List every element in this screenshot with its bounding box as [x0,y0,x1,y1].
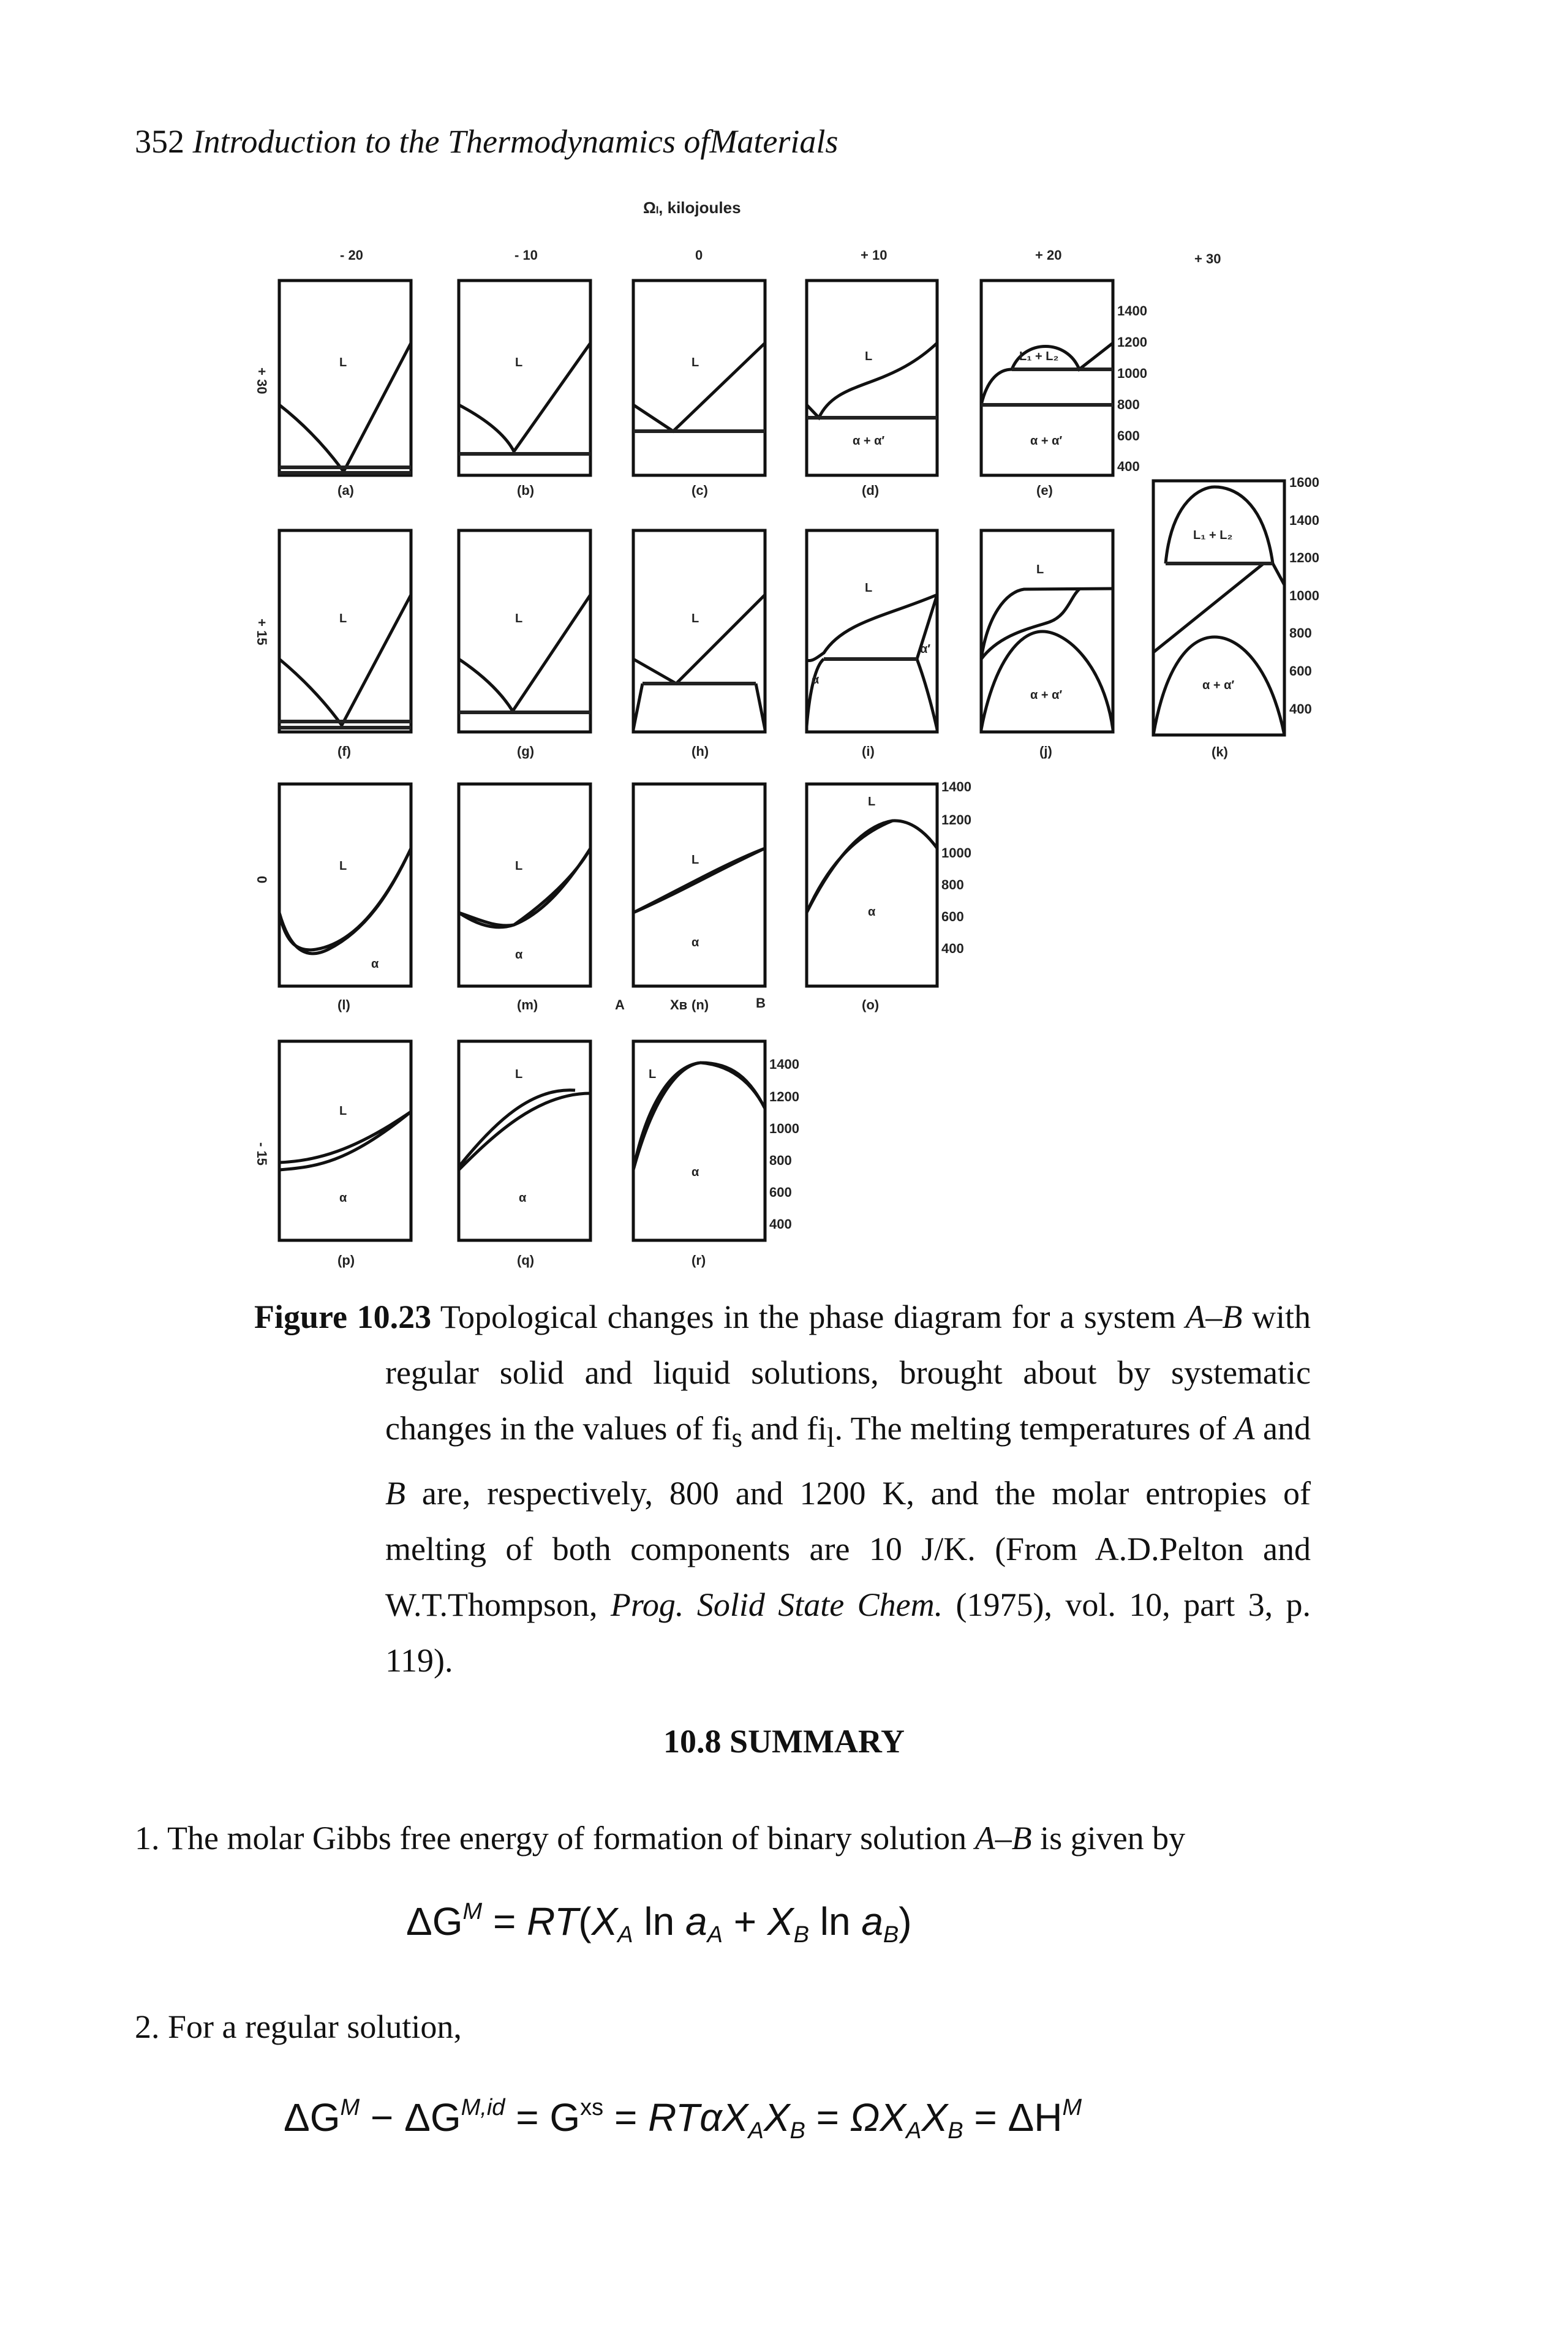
eq-part: B [883,1922,899,1948]
caption-subscript: l [827,1422,835,1453]
eq-part: X [591,1899,618,1943]
phase-label: L [339,1104,347,1118]
eq-part: = [505,2095,550,2139]
eq-part: a [861,1899,883,1943]
panel-p [279,1041,411,1268]
eq-part: = [482,1899,527,1943]
caption-subscript: s [731,1422,742,1453]
panel-letter: (e) [1036,483,1053,498]
eq-part: a [685,1899,707,1943]
eq-part: xs [580,2095,604,2120]
panel-c [633,281,765,498]
phase-label: L [515,356,523,369]
phase-label: L [865,350,873,363]
eq-part: = [963,2095,1008,2139]
tick-label: 1400 [1117,303,1147,318]
caption-italic: Prog. Solid State Chem. [610,1586,943,1623]
phase-label: α + α′ [1202,679,1235,692]
panel-b [459,281,590,498]
y-axis-ticks [941,779,971,956]
row-label: + 15 [254,619,270,646]
phase-label: α [692,1166,699,1179]
phase-label: α + α′ [1030,434,1063,448]
figure-top-title: Ωₗ, kilojoules [643,198,741,217]
phase-label: α [692,936,699,949]
phase-label: α [339,1191,347,1205]
eq-part: A [707,1922,723,1948]
panel-letter: (a) [337,483,354,498]
tick-label: 1000 [941,845,971,861]
section-heading: 10.8 SUMMARY [663,1723,905,1760]
tick-label: 800 [1117,397,1140,412]
page-number: 352 [135,123,184,160]
eq-part: + [722,1899,767,1943]
panel-letter: (l) [337,997,350,1012]
phase-label: L [692,612,699,625]
phase-label: L [339,859,347,873]
eq-part: B [793,1922,809,1948]
eq-part: ΔG [406,1899,463,1943]
phase-label: α [371,957,379,971]
eq-part: ΔH [1008,2095,1063,2139]
panel-letter: (p) [337,1253,355,1268]
panel-letter: (f) [337,744,351,759]
panel-h [633,530,765,759]
column-label: - 20 [340,247,363,263]
column-label: + 30 [1194,251,1221,266]
panel-m [459,784,590,1012]
panel-n [615,784,766,1012]
phase-label: α + α′ [1030,688,1063,702]
phase-label: L [649,1068,657,1081]
phase-label: L [1036,563,1044,576]
phase-label: L [865,581,873,595]
eq-part: = [603,2095,649,2139]
phase-label: L [868,795,876,809]
eq-part: = [805,2095,850,2139]
tick-label: 800 [941,877,964,892]
book-title: Introduction to the Thermodynamics ofMaterials [192,123,839,160]
panel-letter: (c) [692,483,708,498]
phase-label: α [812,673,820,687]
panel-f [279,530,411,759]
eq-part: ΩX [850,2095,907,2139]
eq-part: − [360,2095,405,2139]
panel-letter: (q) [517,1253,535,1268]
tick-label: 1400 [769,1057,799,1072]
tick-label: 1000 [769,1121,799,1136]
eq-part: M,id [461,2095,505,2120]
eq-part: RT [527,1899,579,1943]
phase-label: α + α′ [853,434,885,448]
tick-label: 1200 [1289,550,1319,565]
eq-part: M [462,1899,483,1924]
phase-label: L [515,1068,523,1081]
eq-part: A [906,2118,922,2144]
row-label: - 15 [254,1142,270,1166]
column-label: + 20 [1035,247,1062,263]
panel-r [633,1041,799,1268]
caption-text: and [1254,1410,1311,1447]
panel-e [981,281,1147,498]
eq-part: X [921,2095,948,2139]
panel-letter: (j) [1039,744,1052,759]
summary-item-1 [135,1819,1185,1857]
x-axis-right-label: B [756,995,766,1011]
phase-label: L [339,612,347,625]
phase-label: L [339,356,347,369]
phase-label: L [515,859,523,873]
phase-label: α [868,905,876,919]
phase-label: L [692,853,699,867]
tick-label: 600 [769,1185,792,1200]
tick-label: 800 [769,1153,792,1168]
tick-label: 600 [1289,663,1312,679]
tick-label: 1200 [941,812,971,827]
eq-part: G [549,2095,581,2139]
equation-regular-solution [284,2095,1082,2144]
column-label: 0 [695,247,703,263]
running-head [135,123,838,160]
eq-part: M [1062,2095,1082,2120]
panel-letter: (h) [692,744,709,759]
column-labels [340,247,1221,266]
row-labels [254,368,270,1166]
eq-part: X [767,1899,794,1943]
summary-item-2: 2. For a regular solution, [135,2008,462,2045]
caption-italic: B [385,1474,405,1512]
caption-text: (1975), vol. 10, part 3, p. 119). [385,1586,1311,1679]
panel-letter: (i) [862,744,875,759]
eq-part: RTαX [648,2095,748,2139]
eq-part: B [790,2118,805,2144]
x-axis-left-label: A [615,997,625,1012]
panel-a [279,281,411,498]
tick-label: 400 [769,1216,792,1232]
panel-letter: (g) [517,744,535,759]
tick-label: 1600 [1289,475,1319,490]
tick-label: 600 [1117,428,1140,443]
panel-letter: (n) [692,997,709,1012]
panel-letter: (d) [862,483,880,498]
x-axis-label: Xʙ [670,997,688,1012]
panel-g [459,530,590,759]
item-text: 1. The molar Gibbs free energy of formation of binary solution [135,1820,975,1856]
column-label: - 10 [514,247,538,263]
column-label: + 10 [861,247,888,263]
caption-italic: A [1234,1410,1255,1447]
panel-letter: (m) [517,997,538,1012]
eq-part: A [617,1922,633,1948]
caption-text: with regular solid and liquid solutions, brought about by systematic changes in the values of fi [385,1298,1311,1447]
figure-caption [254,1289,1311,1689]
tick-label: 400 [1117,459,1140,474]
caption-italic: A–B [1185,1298,1243,1335]
panel-d [807,281,937,498]
panel-letter: (r) [692,1253,706,1268]
eq-part: ΔG [404,2095,461,2139]
tick-label: 1000 [1289,588,1319,603]
phase-label: L₁ + L₂ [1193,529,1233,542]
tick-label: 1200 [1117,334,1147,350]
y-axis-ticks [1289,475,1319,717]
tick-label: 1400 [941,779,971,794]
eq-part: X [763,2095,790,2139]
tick-label: 1200 [769,1089,799,1104]
phase-label: α [519,1191,527,1205]
equation-gibbs-mixing [406,1899,912,1948]
tick-label: 400 [941,941,964,956]
phase-label: L [692,356,699,369]
item-text: is given by [1031,1820,1186,1856]
y-axis-ticks [769,1057,799,1232]
panel-letter: (b) [517,483,535,498]
eq-part: B [948,2118,963,2144]
eq-part: ( [578,1899,592,1943]
tick-label: 800 [1289,625,1312,641]
panel-k [1153,475,1319,760]
caption-label: Figure 10.23 [254,1298,432,1335]
panel-letter: (k) [1212,744,1228,760]
tick-label: 1400 [1289,513,1319,528]
eq-part: ) [899,1899,912,1943]
panel-l [279,784,411,1012]
phase-diagram-figure [0,184,1568,1286]
caption-text: are, respectively, 800 and 1200 K, and the molar entropies of melting of both components are 10 J/K. (From A.D.Pelton and W.T.Thompson, [385,1474,1311,1623]
eq-part: M [340,2095,360,2120]
eq-part: ln [633,1899,686,1943]
phase-label: α [515,948,523,962]
row-label: + 30 [254,368,270,394]
panel-i [807,530,937,759]
phase-label: α′ [920,643,931,656]
tick-label: 600 [941,909,964,924]
phase-label: L₁ + L₂ [1019,350,1059,363]
y-axis-ticks [1117,303,1147,474]
caption-text: and fi [742,1410,827,1447]
caption-text: Topological changes in the phase diagram for a system [431,1298,1186,1335]
panel-q [459,1041,590,1268]
item-italic: A–B [974,1820,1032,1856]
row-label: 0 [254,876,270,884]
tick-label: 400 [1289,701,1312,717]
eq-part: A [748,2118,764,2144]
tick-label: 1000 [1117,366,1147,381]
phase-label: L [515,612,523,625]
eq-part: ln [809,1899,862,1943]
panel-j [981,530,1113,759]
panel-letter: (o) [862,997,880,1012]
eq-part: ΔG [284,2095,341,2139]
panel-o [807,779,971,1012]
caption-text: . The melting temperatures of [834,1410,1235,1447]
